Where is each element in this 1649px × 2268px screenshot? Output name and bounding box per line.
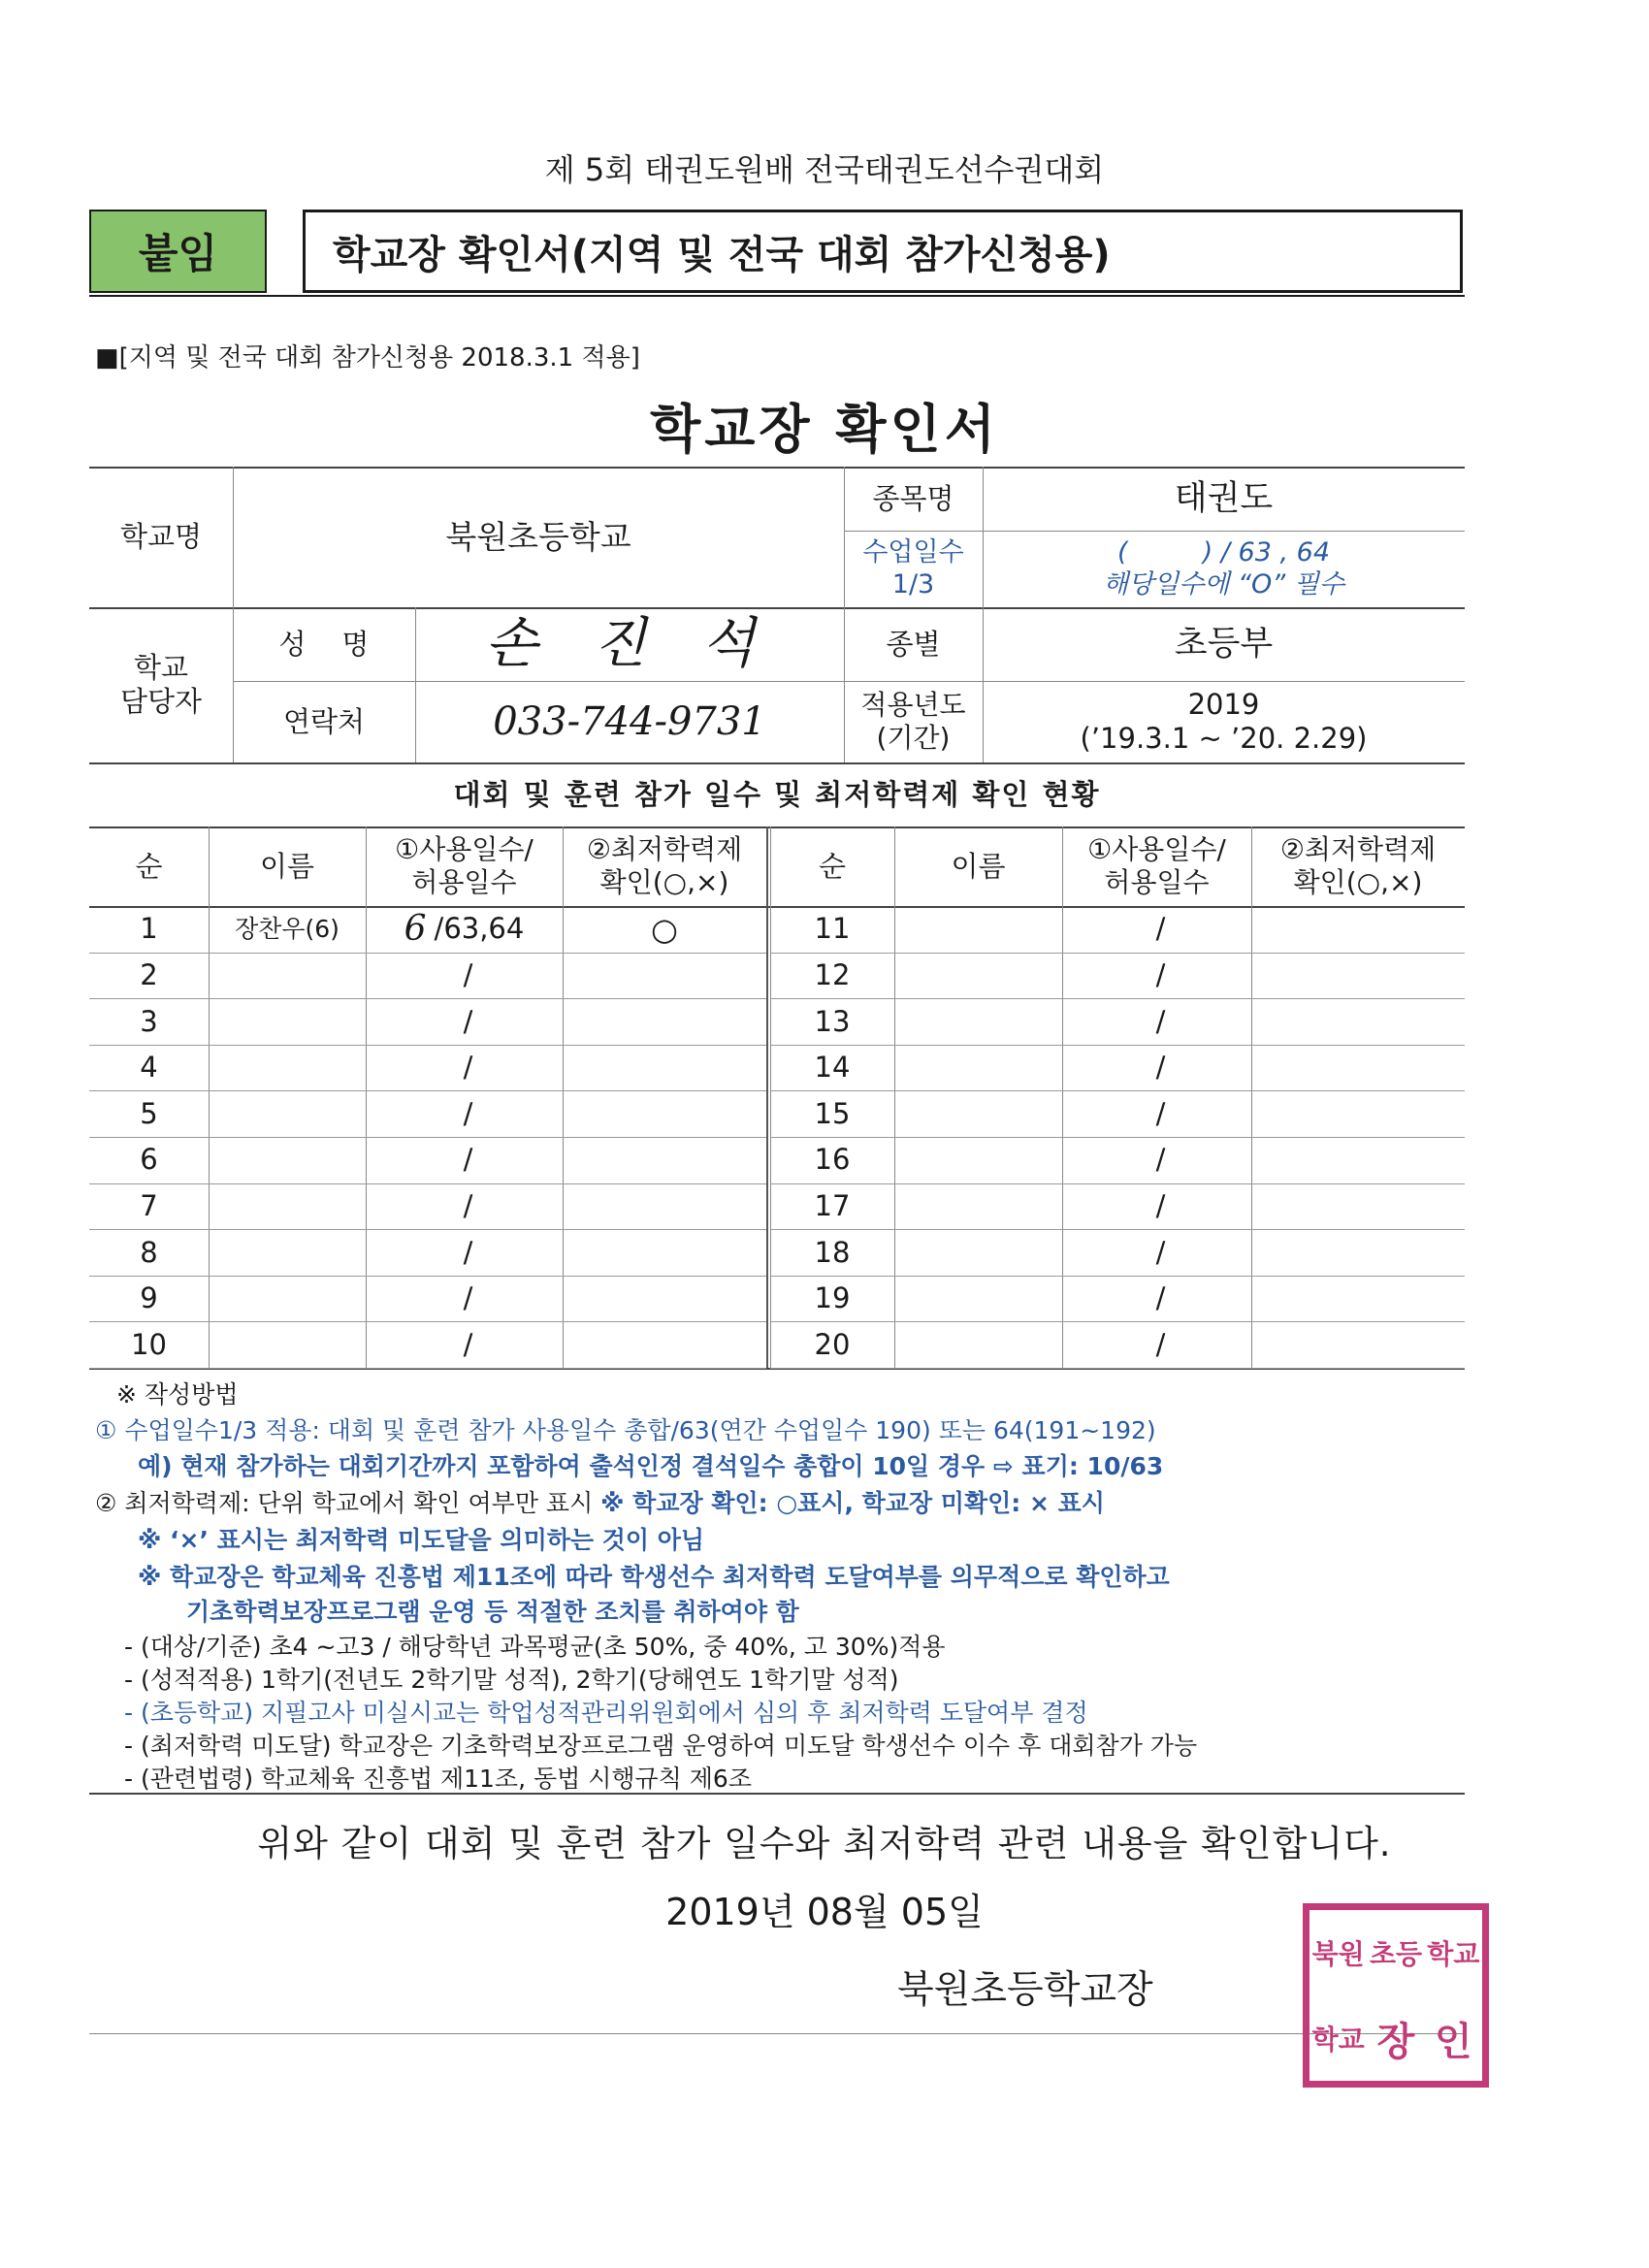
right-row-name: [894, 1137, 1062, 1183]
issue-date: 2019년 08월 05일: [665, 1891, 984, 1933]
left-row-number: 7: [140, 1188, 158, 1222]
allowed-days: /: [1155, 912, 1166, 946]
left-row-name: [209, 1276, 366, 1322]
right-row-number: 16: [814, 1143, 851, 1177]
left-row-name: 장찬우(6): [235, 914, 340, 943]
instruction-line-8: - (성적적용) 1학기(전년도 2학기말 성적), 2학기(당해연도 1학기말 성적): [124, 1666, 899, 1694]
instruction-line-1: ① 수업일수1/3 적용: 대회 및 훈련 참가 사용일수 총합/63(연간 수업일수 190) 또는 64(191~192): [95, 1416, 1156, 1444]
left-row-check: [563, 953, 766, 999]
left-row-days: [366, 1276, 563, 1322]
right-row-name: [894, 953, 1062, 999]
seal-glyph: 학교: [1311, 2024, 1365, 2056]
right-row-check: [1251, 998, 1465, 1045]
left-row-days: [366, 1045, 563, 1091]
instruction-line-4: ※ ‘×’ 표시는 최저학력 미도달을 의미하는 것이 아님: [138, 1526, 705, 1554]
left-row-number: 4: [140, 1051, 158, 1085]
right-row-number: 20: [814, 1327, 851, 1361]
instruction-line-3-note: ※ 학교장 확인: ○표시, 학교장 미확인: × 표시: [600, 1489, 1105, 1517]
right-row-name: [894, 906, 1062, 953]
left-row-check: [563, 1137, 766, 1183]
right-row-check: [1251, 1183, 1465, 1230]
right-row-number: 15: [814, 1096, 851, 1130]
right-row-number: 17: [814, 1188, 851, 1222]
instruction-line-9: - (초등학교) 지필고사 미실시교는 학업성적관리위원회에서 심의 후 최저학력 도달여부 결정: [124, 1699, 1088, 1727]
left-row-number: 9: [140, 1281, 158, 1315]
left-row-name: [209, 1090, 366, 1137]
left-row-number: 10: [131, 1327, 167, 1361]
left-row-check: [563, 1321, 766, 1368]
left-row-check: [563, 1229, 766, 1276]
right-row-check: [1251, 1276, 1465, 1322]
right-row-days: [1062, 1321, 1251, 1368]
confirmation-statement: 위와 같이 대회 및 훈련 참가 일수와 최저학력 관련 내용을 확인합니다.: [257, 1823, 1392, 1864]
left-row-check: [563, 1090, 766, 1137]
name-label: 성 명: [278, 627, 370, 661]
header-divider: [89, 295, 1465, 297]
left-row-check: [563, 1183, 766, 1230]
allowed-days: /: [1155, 1096, 1166, 1130]
left-row-check: ○: [651, 910, 678, 948]
form-title: 학교장 확인서(지역 및 전국 대회 참가신청용): [303, 210, 1463, 293]
left-row-days: [366, 1137, 563, 1183]
right-row-days: [1062, 998, 1251, 1045]
left-row-days: [366, 1229, 563, 1276]
right-row-number: 11: [814, 912, 851, 946]
left-row-name: [209, 1229, 366, 1276]
instruction-line-10: - (최저학력 미도달) 학교장은 기초학력보장프로그램 운영하여 미도달 학생선수 이수 후 대회참가 가능: [124, 1732, 1198, 1760]
left-row-days: [366, 1090, 563, 1137]
right-row-name: [894, 998, 1062, 1045]
right-row-name: [894, 1276, 1062, 1322]
year-value: 2019 (’19.3.1 ~ ’20. 2.29): [1080, 688, 1368, 755]
right-row-number: 12: [814, 957, 851, 991]
right-row-name: [894, 1090, 1062, 1137]
row-divider: [89, 1368, 766, 1369]
division-label: 종별: [886, 627, 941, 661]
left-row-name: [209, 1137, 366, 1183]
right-row-number: 18: [814, 1235, 851, 1269]
left-row-number: 3: [140, 1004, 158, 1038]
header-check-left: ②최저학력제 확인(○,×): [586, 833, 743, 898]
left-row-days: [366, 1183, 563, 1230]
allowed-days: /: [463, 1004, 473, 1038]
left-row-name: [209, 1321, 366, 1368]
right-row-days: [1062, 953, 1251, 999]
seal-glyph: 장: [1376, 2019, 1415, 2064]
left-row-days: [366, 998, 563, 1045]
attachment-tag: 붙임: [89, 210, 267, 293]
year-label: 적용년도 (기간): [860, 689, 966, 754]
left-row-number: 5: [140, 1096, 158, 1130]
right-row-number: 19: [814, 1281, 851, 1315]
class-days-label: 수업일수 1/3: [862, 537, 964, 599]
right-row-name: [894, 1045, 1062, 1091]
contact-handwritten: 033-744-9731: [493, 699, 766, 744]
left-row-name: [209, 1045, 366, 1091]
left-row-check: [563, 1045, 766, 1091]
allowed-days: /: [463, 1096, 473, 1130]
header-check-right: ②최저학력제 확인(○,×): [1279, 833, 1437, 898]
right-row-name: [894, 1229, 1062, 1276]
competition-title: 제 5회 태권도원배 전국태권도선수권대회: [544, 151, 1105, 188]
right-row-days: [1062, 1276, 1251, 1322]
right-row-check: [1251, 1321, 1465, 1368]
instruction-line-7: - (대상/기준) 초4 ~고3 / 해당학년 과목평균(초 50%, 중 40%, 고 30%)적용: [124, 1633, 946, 1661]
right-row-number: 14: [814, 1051, 851, 1085]
allowed-days: /: [463, 1327, 473, 1361]
section-title: 대회 및 훈련 참가 일수 및 최저학력제 확인 현황: [453, 778, 1101, 811]
left-row-days: [366, 953, 563, 999]
left-row-days: [366, 906, 563, 953]
allowed-days: /: [1155, 1327, 1166, 1361]
allowed-days: /: [1155, 1235, 1166, 1269]
right-row-name: [894, 1321, 1062, 1368]
instruction-line-3-text: ② 최저학력제: 단위 학교에서 확인 여부만 표시: [95, 1489, 601, 1517]
instruction-line-11: - (관련법령) 학교체육 진흥법 제11조, 동법 시행규칙 제6조: [124, 1765, 752, 1793]
manager-name-handwritten: 손 진 석: [485, 612, 774, 676]
principal-signature: 북원초등학교장: [897, 1968, 1153, 2012]
right-row-days: [1062, 1137, 1251, 1183]
right-row-check: [1251, 953, 1465, 999]
right-row-days: [1062, 1229, 1251, 1276]
left-row-number: 6: [140, 1143, 158, 1177]
seal-glyph: 북원: [1311, 1938, 1365, 1970]
header-name-left: 이름: [259, 849, 315, 883]
seal-glyph: 인: [1435, 2019, 1472, 2064]
allowed-days: /: [1155, 1188, 1166, 1222]
seal-glyph: 학교: [1427, 1938, 1480, 1970]
header-no-left: 순: [135, 849, 163, 883]
left-row-number: 2: [140, 957, 158, 991]
allowed-days: /: [463, 1235, 473, 1269]
class-days-value: ( ) / 63 , 64 해당일수에 “O” 필수: [1103, 537, 1344, 599]
instructions-heading: ※ 작성방법: [116, 1380, 239, 1409]
seal-glyph: 초등: [1369, 1938, 1423, 1970]
allowed-days: /: [463, 1143, 473, 1177]
right-row-days: [1062, 1090, 1251, 1137]
left-row-days: [366, 1321, 563, 1368]
instruction-line-2: 예) 현재 참가하는 대회기간까지 포함하여 출석인정 결석일수 총합이 10일 경우 ⇨ 표기: 10/63: [138, 1452, 1164, 1480]
header-name-right: 이름: [951, 849, 1006, 883]
document-title: 학교장 확인서: [650, 399, 999, 460]
left-row-name: [209, 953, 366, 999]
allowed-days: /: [463, 1188, 473, 1222]
right-row-days: [1062, 1045, 1251, 1091]
division-value: 초등부: [1174, 625, 1274, 664]
right-row-check: [1251, 1137, 1465, 1183]
instruction-line-5: ※ 학교장은 학교체육 진흥법 제11조에 따라 학생선수 최저학력 도달여부를 의무적으로 확인하고: [138, 1563, 1170, 1591]
contact-label: 연락처: [282, 704, 366, 738]
application-note: ■[지역 및 전국 대회 참가신청용 2018.3.1 적용]: [95, 343, 640, 373]
left-row-check: [563, 998, 766, 1045]
left-row-check: [563, 1276, 766, 1322]
school-name-label: 학교명: [119, 520, 203, 554]
header-days-left: ①사용일수/ 허용일수: [395, 833, 534, 898]
left-row-number: 8: [140, 1235, 158, 1269]
manager-label: 학교 담당자: [119, 651, 203, 718]
header-no-right: 순: [818, 849, 846, 883]
allowed-days: /: [1155, 1143, 1166, 1177]
instruction-line-6: 기초학력보장프로그램 운영 등 적절한 조치를 취하여야 함: [186, 1598, 799, 1626]
allowed-days: /: [1155, 1004, 1166, 1038]
right-row-name: [894, 1183, 1062, 1230]
left-row-name: [209, 998, 366, 1045]
allowed-days: /: [1155, 957, 1166, 991]
school-seal-stamp: [1303, 1903, 1489, 2088]
left-row-name: [209, 1183, 366, 1230]
instruction-line-3: [95, 1484, 1105, 1519]
right-row-days: [1062, 906, 1251, 953]
right-row-check: [1251, 906, 1465, 953]
allowed-days: /: [463, 1281, 473, 1315]
event-value: 태권도: [1174, 479, 1274, 518]
header-days-right: ①사용일수/ 허용일수: [1087, 833, 1226, 898]
school-name-value: 북원초등학교: [445, 517, 631, 556]
allowed-days: /: [463, 957, 473, 991]
right-row-check: [1251, 1229, 1465, 1276]
allowed-days: /: [463, 1051, 473, 1085]
right-row-check: [1251, 1045, 1465, 1091]
event-label: 종목명: [872, 481, 954, 515]
row-divider: [770, 1368, 1465, 1369]
right-row-number: 13: [814, 1004, 851, 1038]
used-days-handwritten: 6: [404, 909, 427, 950]
allowed-days: /63,64: [434, 912, 525, 946]
allowed-days: /: [1155, 1051, 1166, 1085]
left-row-number: 1: [140, 912, 158, 946]
allowed-days: /: [1155, 1281, 1166, 1315]
right-row-days: [1062, 1183, 1251, 1230]
right-row-check: [1251, 1090, 1465, 1137]
